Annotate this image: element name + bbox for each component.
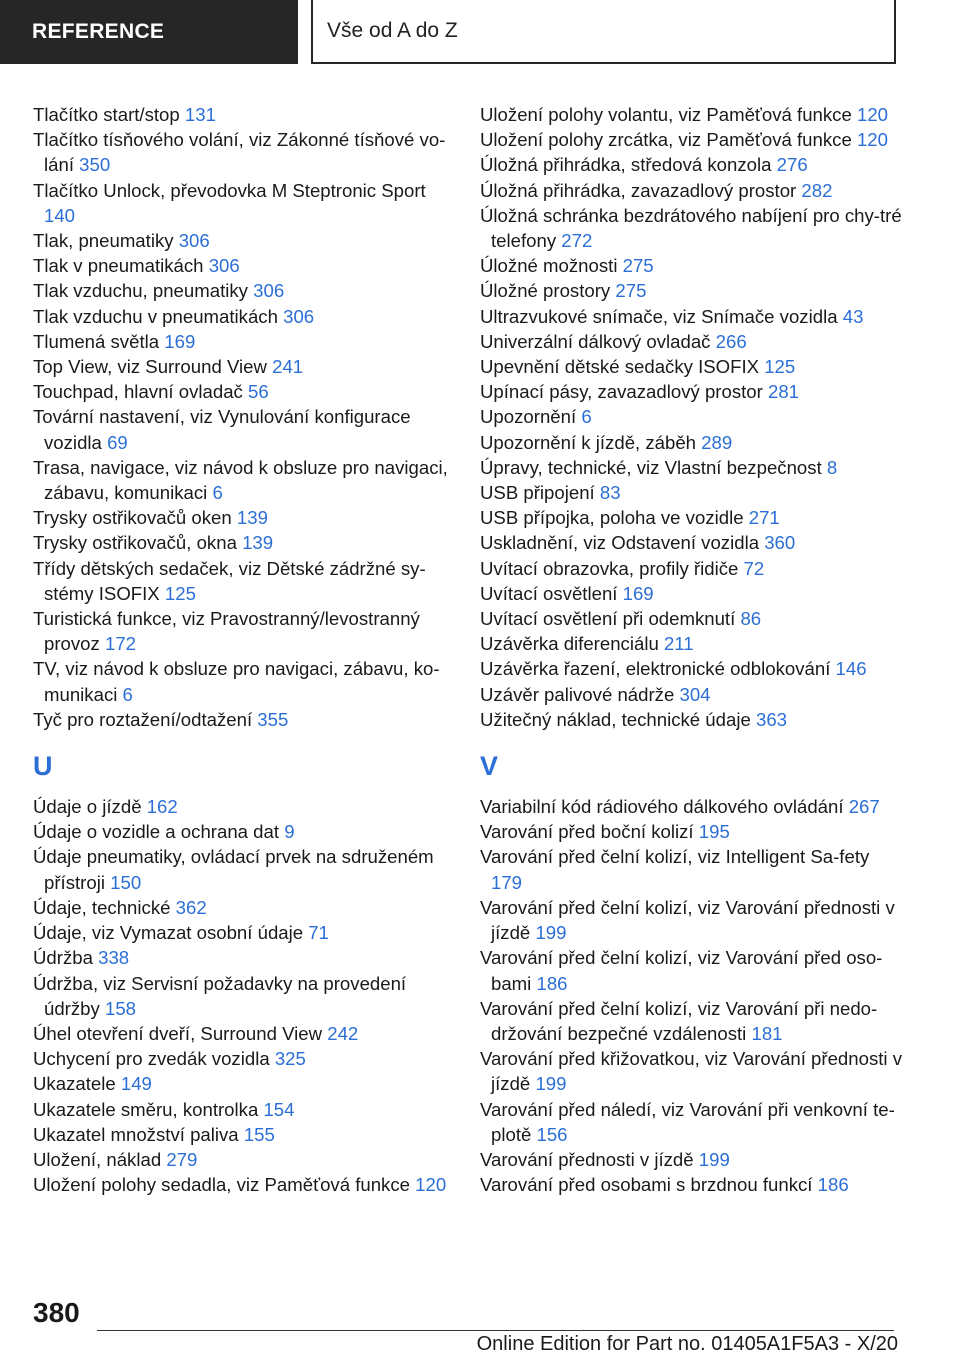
index-entry-term: Upevnění dětské sedačky ISOFIX	[480, 356, 760, 378]
index-page-link[interactable]: 125	[164, 582, 196, 604]
index-page-link[interactable]: 83	[599, 482, 621, 504]
index-entry-term: Údaje pneumatiky, ovládací prvek na sdruženém přístroji	[33, 846, 434, 893]
index-page-link[interactable]: 199	[698, 1148, 730, 1170]
index-entry-term: Uložení, náklad	[33, 1148, 162, 1170]
index-entry	[480, 203, 905, 253]
index-entry	[480, 505, 905, 530]
index-page-link[interactable]: 266	[715, 330, 747, 352]
index-column-right	[480, 102, 905, 1197]
index-page-link[interactable]: 363	[755, 708, 788, 730]
index-entry	[480, 996, 905, 1046]
index-page-link[interactable]: 120	[857, 104, 889, 125]
index-column-left	[33, 102, 453, 1197]
index-entry	[33, 1147, 453, 1172]
index-entry	[480, 794, 905, 819]
index-page-link[interactable]: 150	[110, 871, 142, 893]
index-entry	[480, 844, 905, 894]
index-entry-term: Varování před křižovatkou, viz Varování přednosti v jízdě	[480, 1048, 903, 1095]
index-entry	[33, 228, 453, 253]
index-page-link[interactable]: 199	[535, 1073, 567, 1095]
index-entry-term: Uvítací osvětlení při odemknutí	[480, 608, 736, 630]
index-page-link[interactable]: 306	[283, 305, 315, 327]
index-entry	[33, 304, 453, 329]
index-page-link[interactable]: 211	[663, 633, 694, 655]
index-page-link[interactable]: 289	[701, 431, 733, 453]
index-entry	[480, 455, 905, 480]
index-entry	[480, 1046, 905, 1096]
index-entry	[480, 379, 905, 404]
index-page-link[interactable]: 279	[166, 1148, 198, 1170]
index-entry	[33, 895, 453, 920]
index-entry	[480, 354, 905, 379]
index-entry-term: Varování před čelní kolizí, viz Varování při nedo‐držování bezpečné vzdálenosti	[480, 997, 878, 1044]
index-entry-term: Tlak v pneumatikách	[33, 255, 204, 277]
index-entry	[480, 404, 905, 429]
index-page-link[interactable]: 8	[826, 456, 838, 478]
index-entry-term: USB přípojka, poloha ve vozidle	[480, 507, 744, 529]
index-letter-heading: V	[480, 751, 499, 782]
index-entry-term: Ukazatele směru, kontrolka	[33, 1098, 259, 1120]
index-page-link[interactable]: 43	[842, 305, 864, 327]
index-page-link[interactable]: 267	[848, 796, 880, 818]
index-entry	[33, 530, 453, 555]
index-page-link[interactable]: 306	[208, 255, 240, 277]
index-entry-term: Varování před čelní kolizí, viz Varování přednosti v jízdě	[480, 896, 895, 944]
index-entry	[33, 329, 453, 354]
index-entry-term: Uvítací obrazovka, profily řidiče	[480, 557, 739, 579]
index-page-link[interactable]: 325	[274, 1048, 306, 1070]
index-entry	[480, 329, 905, 354]
index-entry	[480, 530, 905, 555]
index-entry	[33, 1122, 453, 1147]
index-entry-term: Údržba, viz Servisní požadavky na provedení údržby	[33, 972, 407, 1019]
index-entry-term: Uskladnění, viz Odstavení vozidla	[480, 532, 760, 554]
index-entry-term: Ultrazvukové snímače, viz Snímače vozidla	[480, 305, 838, 327]
index-page-link[interactable]: 56	[248, 381, 269, 403]
index-entry-term: Uložení polohy volantu, viz Paměťová funkce	[480, 104, 852, 125]
index-page-link[interactable]: 125	[764, 356, 796, 378]
index-entry-term: Tlačítko tísňového volání, viz Zákonné tísňové vo‐lání	[33, 129, 446, 176]
index-page-link[interactable]: 272	[561, 230, 593, 252]
index-entry-term: Tlak, pneumatiky	[33, 230, 174, 252]
index-entry-term: Úpravy, technické, viz Vlastní bezpečnost	[480, 456, 822, 478]
footer-edition: Online Edition for Part no. 01405A1F5A3 - X/20	[476, 1333, 898, 1355]
index-entry	[33, 455, 453, 505]
index-entry-term: Uzávěr palivové nádrže	[480, 683, 675, 705]
index-entry-term: Úhel otevření dveří, Surround View	[33, 1022, 323, 1044]
index-page-link[interactable]: 139	[236, 507, 268, 529]
index-page-link[interactable]: 281	[768, 381, 800, 403]
index-entry	[480, 430, 905, 455]
index-entry	[33, 178, 453, 228]
index-entry-term: Tyč pro roztažení/odtažení	[33, 708, 253, 730]
index-entry-term: Tlačítko Unlock, převodovka M Steptronic Sport	[33, 179, 426, 201]
index-page-link[interactable]: 275	[622, 255, 654, 277]
index-page-link[interactable]: 282	[801, 179, 833, 201]
index-page-link[interactable]: 155	[243, 1123, 275, 1145]
index-entry	[480, 819, 905, 844]
index-entry-term: Úložná přihrádka, středová konzola	[480, 154, 772, 176]
index-page-link[interactable]: 6	[122, 683, 133, 705]
index-page-link[interactable]: 69	[107, 431, 128, 453]
index-entry-term: Uvítací osvětlení	[480, 582, 618, 604]
footer-rule	[97, 1330, 894, 1331]
index-entry-term: Upínací pásy, zavazadlový prostor	[480, 381, 763, 403]
index-entry-term: Tovární nastavení, viz Vynulování konfigurace vozidla	[33, 406, 411, 453]
index-entry	[480, 152, 905, 177]
index-entry	[33, 1021, 453, 1046]
index-entry	[33, 707, 453, 732]
index-page-link[interactable]: 360	[764, 532, 796, 554]
index-page-link[interactable]: 139	[242, 532, 274, 554]
index-page-link[interactable]: 179	[491, 871, 523, 893]
index-page-link[interactable]: 120	[856, 129, 888, 151]
index-entry	[480, 895, 905, 945]
index-entry-term: USB připojení	[480, 482, 595, 504]
index-entry-term: Touchpad, hlavní ovladač	[33, 381, 243, 403]
index-page-link[interactable]: 304	[679, 683, 711, 705]
index-entry	[33, 945, 453, 970]
index-entry-term: Úložná schránka bezdrátového nabíjení pro chy‐tré telefony	[480, 204, 902, 252]
index-entry-term: Tlumená světla	[33, 330, 160, 352]
index-entry	[480, 656, 905, 681]
index-page-link[interactable]: 169	[622, 582, 654, 604]
index-entry	[33, 819, 453, 844]
index-page-link[interactable]: 120	[415, 1174, 447, 1196]
index-entry-term: Uchycení pro zvedák vozidla	[33, 1048, 270, 1070]
index-page-link[interactable]: 350	[79, 154, 111, 176]
page-header	[0, 0, 960, 66]
index-entry-term: Uzávěrka diferenciálu	[480, 633, 659, 655]
index-page-link[interactable]: 355	[257, 708, 289, 730]
index-entry	[480, 480, 905, 505]
index-entry-term: Úložná přihrádka, zavazadlový prostor	[480, 179, 797, 201]
index-page-link[interactable]: 271	[748, 507, 780, 529]
index-entry-term: Trysky ostřikovačů, okna	[33, 532, 237, 554]
index-entry-term: Údaje, technické	[33, 896, 171, 918]
index-entry-term: TV, viz návod k obsluze pro navigaci, zábavu, ko‐munikaci	[33, 658, 440, 705]
index-entry-term: Ukazatel množství paliva	[33, 1123, 239, 1145]
index-entry	[33, 1172, 453, 1197]
index-entry-term: Varování přednosti v jízdě	[480, 1148, 694, 1170]
index-entry-term: Údaje, viz Vymazat osobní údaje	[33, 922, 304, 944]
index-entry-term: Top View, viz Surround View	[33, 356, 267, 378]
index-page-link[interactable]: 338	[98, 947, 130, 969]
index-entry	[480, 278, 905, 303]
index-entry	[480, 606, 905, 631]
index-entry	[480, 304, 905, 329]
index-page-link[interactable]: 156	[536, 1123, 568, 1145]
index-page-link[interactable]: 72	[743, 557, 765, 579]
index-entry	[480, 1172, 905, 1197]
index-entry-term: Tlak vzduchu, pneumatiky	[33, 280, 248, 302]
index-page-link[interactable]: 186	[536, 972, 568, 994]
index-entry	[480, 1147, 905, 1172]
index-entry-term: Tlak vzduchu v pneumatikách	[33, 305, 278, 327]
index-entry-term: Uzávěrka řazení, elektronické odblokování	[480, 658, 831, 680]
index-page-link[interactable]: 276	[776, 154, 808, 176]
index-page-link[interactable]: 149	[120, 1073, 152, 1095]
index-entry	[33, 1046, 453, 1071]
index-entry-term: Varování před náledí, viz Varování při venkovní te‐plotě	[480, 1098, 895, 1145]
index-entry	[480, 945, 905, 995]
index-entry-term: Údržba	[33, 947, 93, 969]
index-page-link[interactable]: 162	[146, 796, 178, 818]
page-number: 380	[33, 1297, 80, 1328]
index-entry	[480, 253, 905, 278]
index-entry	[33, 920, 453, 945]
index-page-link[interactable]: 172	[104, 633, 137, 655]
index-entry-term: Turistická funkce, viz Pravostranný/levostranný provoz	[33, 608, 420, 655]
index-entry-term: Údaje o vozidle a ochrana dat	[33, 821, 280, 843]
index-entry	[33, 379, 453, 404]
index-entry-term: Varování před boční kolizí	[480, 821, 694, 843]
index-entry-term: Údaje o jízdě	[33, 796, 142, 818]
index-page-link[interactable]: 195	[698, 821, 730, 843]
index-entry	[33, 794, 453, 819]
index-entry	[33, 844, 453, 894]
index-entry-term: Upozornění	[480, 406, 577, 428]
index-entry	[480, 581, 905, 606]
index-entry	[33, 404, 453, 454]
index-page-link[interactable]: 9	[284, 821, 295, 843]
index-entry	[480, 707, 905, 732]
index-page-link[interactable]: 131	[184, 104, 216, 125]
index-page-link[interactable]: 275	[615, 280, 647, 302]
index-entry-term: Univerzální dálkový ovladač	[480, 330, 711, 352]
index-page-link[interactable]: 362	[175, 896, 207, 918]
index-entry	[480, 178, 905, 203]
index-entry	[480, 127, 905, 152]
index-entry-term: Tlačítko start/stop	[33, 104, 180, 125]
index-page-link[interactable]: 241	[272, 356, 304, 378]
index-page-link[interactable]: 146	[835, 658, 867, 680]
index-page-link[interactable]: 140	[44, 204, 76, 226]
index-entry-term: Trysky ostřikovačů oken	[33, 507, 232, 529]
index-entry	[33, 505, 453, 530]
section-label: REFERENCE	[0, 0, 298, 64]
index-page-link[interactable]: 306	[253, 280, 285, 302]
index-entry	[33, 354, 453, 379]
index-entry	[33, 1071, 453, 1096]
index-entry	[33, 1097, 453, 1122]
index-page-link[interactable]: 6	[212, 482, 223, 504]
index-entry-term: Variabilní kód rádiového dálkového ovládání	[480, 796, 844, 818]
index-entry-term: Upozornění k jízdě, záběh	[480, 431, 697, 453]
index-entry	[33, 606, 453, 656]
index-page-link[interactable]: 306	[178, 230, 210, 252]
index-page-link[interactable]: 186	[817, 1174, 849, 1196]
index-entry-term: Užitečný náklad, technické údaje	[480, 708, 751, 730]
index-letter-heading: U	[33, 751, 53, 782]
index-entry	[480, 631, 905, 656]
index-entry-term: Uložení polohy zrcátka, viz Paměťová funkce	[480, 129, 852, 151]
index-page-link[interactable]: 242	[327, 1022, 359, 1044]
index-entry-term: Trasa, navigace, viz návod k obsluze pro navigaci, zábavu, komunikaci	[33, 456, 448, 504]
index-entry	[33, 102, 453, 127]
index-entry-term: Uložení polohy sedadla, viz Paměťová funkce	[33, 1174, 410, 1196]
index-entry	[33, 656, 453, 706]
index-entry	[33, 971, 453, 1021]
index-entry	[33, 127, 453, 177]
index-page-link[interactable]: 169	[164, 330, 196, 352]
index-page-link[interactable]: 154	[263, 1098, 295, 1120]
index-entry	[480, 556, 905, 581]
chapter-title: Vše od A do Z	[311, 0, 896, 64]
index-page-link[interactable]: 181	[751, 1022, 783, 1044]
index-entry	[33, 253, 453, 278]
index-entry-term: Varování před osobami s brzdnou funkcí	[480, 1174, 813, 1196]
index-entry-term: Ukazatele	[33, 1073, 116, 1095]
index-page-link[interactable]: 199	[535, 922, 567, 944]
index-entry	[480, 102, 905, 127]
index-entry	[480, 682, 905, 707]
index-page-link[interactable]: 6	[581, 406, 592, 428]
index-entry	[33, 556, 453, 606]
index-entry-term: Třídy dětských sedaček, viz Dětské zádržné sy‐stémy ISOFIX	[33, 557, 426, 604]
index-entry-term: Varování před čelní kolizí, viz Varování před oso‐bami	[480, 947, 883, 994]
index-page-link[interactable]: 86	[740, 608, 762, 630]
index-page-link[interactable]: 158	[104, 997, 137, 1019]
index-entry-term: Úložné možnosti	[480, 255, 618, 277]
index-entry	[480, 1097, 905, 1147]
index-entry	[33, 278, 453, 303]
index-entry-term: Varování před čelní kolizí, viz Intelligent Sa‐fety	[480, 846, 870, 868]
index-page-link[interactable]: 71	[308, 922, 329, 944]
index-entry-term: Úložné prostory	[480, 280, 611, 302]
